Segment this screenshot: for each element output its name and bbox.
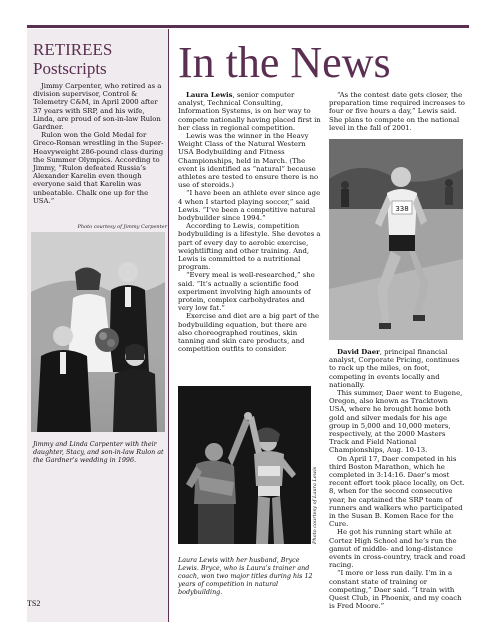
article-paragraph: “As the contest date gets closer, the preparation time required increases to four or five hours a day,” Lewis said. She plans to compete on the national level in the fall of 2001.: [329, 91, 465, 132]
laura-lewis-article-continued: [329, 91, 467, 132]
column-divider: [168, 29, 169, 622]
sidebar-title: [33, 40, 165, 78]
article-lead-name: Laura Lewis: [186, 91, 233, 99]
article-paragraph: Lewis was the winner in the Heavy Weight Class of the Natural Western USA Bodybuilding and Fitness Championships, held in March. (The event is identified as “natural” because athletes are tested to ensure there is no use of steroids.): [178, 132, 319, 190]
article-paragraph: “I have been an athlete ever since age 4 when I started playing soccer,” said Lewis. “I’ve been a competitive natural bodybuilder since 1994.”: [178, 189, 321, 223]
race-bib-number: 338: [395, 205, 409, 213]
sidebar-title-line1: RETIREES: [33, 40, 113, 59]
article-paragraph: He got his running start while at Cortez High School and he’s run the gamut of middle- and long-distance events in cross-country, track and road racing.: [329, 528, 466, 570]
david-daer-article: [329, 348, 467, 611]
sidebar-title-line2: Postscripts: [33, 59, 107, 78]
article-lead-paragraph: [329, 348, 467, 389]
runner-photo: [329, 139, 463, 340]
article-lead-paragraph: [178, 91, 321, 132]
page-title: In the News: [178, 38, 391, 87]
article-lead-text: , senior computer analyst, Technical Consulting, Information Systems, is on her way to compete nationally having placed first in her class in regional competition.: [178, 91, 321, 132]
runner-photo-image: [329, 139, 463, 340]
article-paragraph: On April 17, Daer competed in his third Boston Marathon, which he completed in 3:14:16. Daer’s most recent effort took place locally, on Oct. 8, when for the second consecutive year, he captained the SRP team of runners and walkers who participated in the Susan B. Komen Race for the Cure.: [329, 454, 465, 529]
article-lead-name: David Daer: [337, 348, 380, 356]
wedding-photo: [31, 232, 165, 432]
photo-credit: Photo courtesy of Laura Lewis: [312, 466, 318, 544]
top-rule: [27, 25, 469, 28]
bodybuilders-photo-image: [178, 386, 311, 544]
sidebar-photo-caption: Jimmy and Linda Carpenter with their daughter, Stacy, and son-in-law Rulon at the Gardner’s wedding in 1996.: [33, 440, 164, 464]
bodybuilders-photo-caption: Laura Lewis with her husband, Bryce Lewis. Bryce, who is Laura’s trainer and coach, won two major titles during his 12 years of competition in natural bodybuilding.: [178, 556, 313, 596]
laura-lewis-article: [178, 91, 321, 354]
wedding-photo-image: [31, 232, 165, 432]
article-paragraph: This summer, Daer went to Eugene, Oregon, also known as Tracktown USA, where he brought home both gold and silver medals for his age group in 5,000 and 10,000 meters, respectively, at the 2000 Masters Track and Field National Championships, Aug. 10-13.: [329, 389, 463, 455]
bodybuilders-photo: [178, 386, 311, 544]
sidebar-paragraph: Rulon won the Gold Medal for Greco-Roman wrestling in the Super-Heavyweight 286-pound class during the Summer Olympics. According to Jimmy, “Rulon defeated Russia’s Alexander Karelin even though everyone said that Karelin was unbeatable. Chalk one up for the USA.”: [33, 131, 164, 205]
page-number: TS2: [27, 599, 41, 608]
photo-credit-rotated: [312, 386, 320, 544]
article-paragraph: “I more or less run daily. I’m in a constant state of training or competing,” Daer said. “I train with Quest Club, in Phoenix, and my coach is Fred Moore.”: [329, 569, 462, 611]
article-paragraph: “Every meal is well-researched,” she said. “It’s actually a scientific food experiment involving high amounts of protein, complex carbohydrates and very low fat.”: [178, 271, 315, 313]
sidebar-article: [33, 82, 165, 205]
article-lead-text: , principal financial analyst, Corporate Pricing, continues to rack up the miles, on foot, competing in events locally and nationally.: [329, 348, 460, 389]
photo-credit: Photo courtesy of Jimmy Carpenter: [77, 224, 167, 230]
article-paragraph: Exercise and diet are a big part of the bodybuilding equation, but there are also choreographed routines, skin tanning and skin care products, and competition outfits to consider.: [178, 312, 320, 354]
article-paragraph: According to Lewis, competition bodybuilding is a lifestyle. She devotes a part of every day to aerobic exercise, weightlifting and other training. And, Lewis is committed to a nutritional program.: [178, 222, 321, 272]
sidebar-paragraph: Jimmy Carpenter, who retired as a division supervisor, Control & Telemetry C&M, in April 2000 after 37 years with SRP, and his wife, Linda, are proud of son-in-law Rulon Gardner.: [33, 82, 162, 132]
